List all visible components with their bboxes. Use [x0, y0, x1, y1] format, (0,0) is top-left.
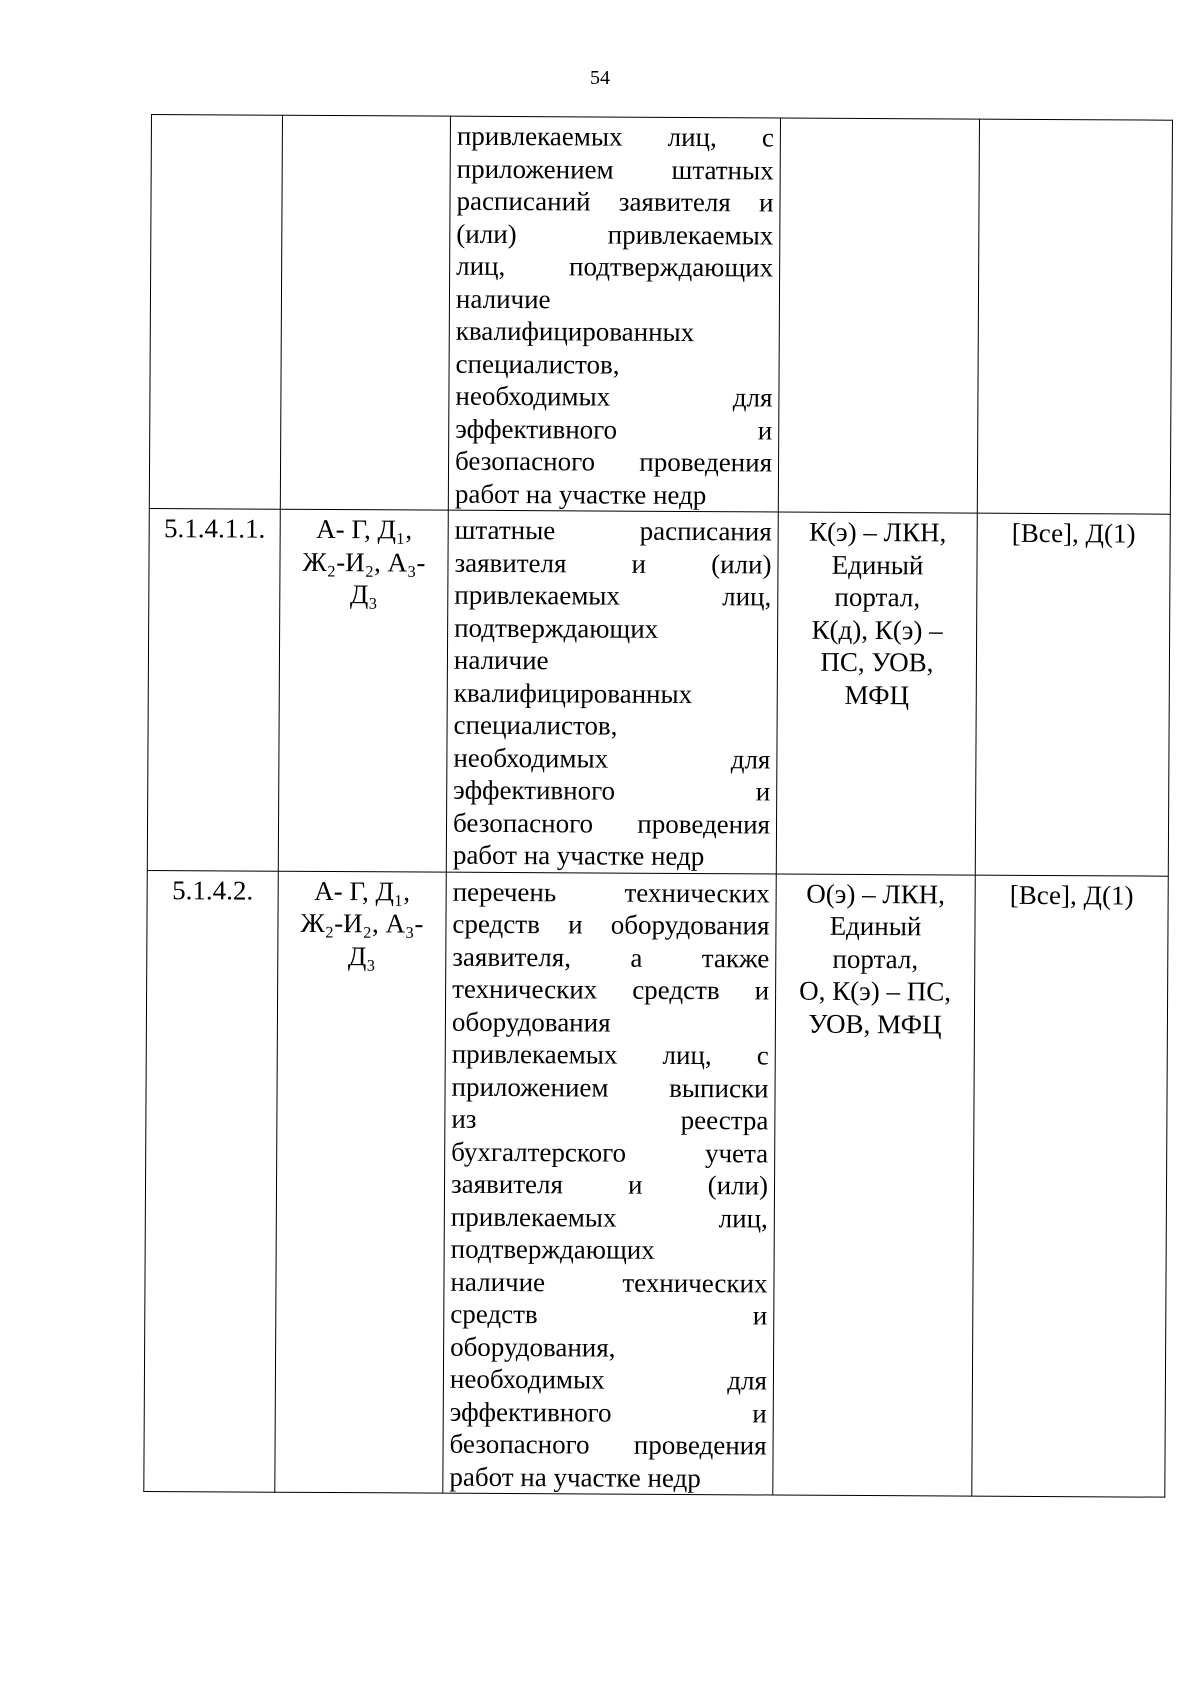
cell-text-line: приложением выписки: [451, 1071, 769, 1103]
cell-text-line: А- Г, Д₁,: [316, 513, 413, 545]
submission-method-cell: [776, 512, 977, 875]
cell-text-line: О, К(э) – ПС,: [799, 975, 952, 1007]
document-description-cell: [443, 872, 776, 1495]
cell-text-line: А- Г, Д₁,: [314, 875, 411, 906]
cell-text-line: квалифицированных: [455, 315, 695, 348]
reference-cell: [977, 119, 1172, 514]
row-number-cell: 5.1.4.1.1.: [147, 508, 280, 870]
cell-text-line: расписаний заявителя и: [456, 185, 774, 218]
cell-text-line: портал,: [832, 943, 919, 974]
cell-text-line: безопасного проведения: [454, 445, 773, 478]
document-description-cell: [448, 116, 780, 512]
cell-text-line: оборудования: [451, 1006, 611, 1038]
submission-method-cell: [778, 118, 979, 513]
cell-text-line: эффективного и: [453, 774, 771, 807]
cell-text-line: Ж₂-И₂, А₃-: [300, 907, 424, 939]
cell-text-line: работ на участке недр: [452, 839, 705, 872]
cell-text-line: заявителя, а также: [452, 941, 770, 973]
table-row: [149, 115, 1172, 515]
cell-text-line: эффективного и: [455, 413, 773, 445]
cell-text-line: Единый: [831, 549, 924, 580]
cell-text-line: оборудования,: [450, 1331, 616, 1363]
cell-text-line: средств и оборудования: [452, 908, 770, 941]
cell-text-line: портал,: [834, 581, 921, 613]
cell-text-line: необходимых для: [449, 1363, 768, 1396]
row-number-cell: 5.1.4.2.: [144, 870, 278, 1492]
cell-text-line: приложением штатных: [456, 153, 774, 185]
cell-text-line: эффективного и: [449, 1396, 767, 1428]
cell-text-line: МФЦ: [844, 679, 910, 710]
document-description-cell: [446, 510, 778, 873]
submission-method-cell: [773, 874, 975, 1497]
cell-text-line: из реестра: [451, 1103, 769, 1136]
cell-text-line: необходимых для: [453, 742, 771, 774]
page-number: 54: [590, 67, 610, 89]
cell-text-line: средств и: [450, 1298, 768, 1331]
cell-text-line: О(э) – ЛКН,: [806, 878, 946, 909]
cell-text-line: К(д), К(э) –: [811, 614, 943, 645]
cell-text-line: привлекаемых лиц, с: [451, 1038, 769, 1071]
categories-cell: [280, 115, 450, 510]
categories-cell: [278, 509, 448, 871]
table-row: [144, 870, 1168, 1497]
document-table: [143, 114, 1173, 1498]
cell-text-line: привлекаемых лиц,: [450, 1201, 768, 1233]
cell-text-line: Д₃: [349, 579, 378, 610]
cell-text-line: штатные расписания: [454, 514, 772, 547]
table-row: [147, 508, 1170, 875]
cell-text-line: технических средств и: [452, 973, 770, 1006]
cell-text-line: привлекаемых лиц,: [454, 579, 772, 612]
cell-text-line: наличие: [455, 283, 551, 314]
cell-text-line: Д₃: [347, 940, 376, 971]
cell-text-line: подтверждающих: [450, 1233, 655, 1265]
cell-text-line: (или) привлекаемых: [456, 218, 774, 250]
cell-text-line: Единый: [829, 910, 922, 942]
cell-text-line: безопасного проведения: [452, 807, 771, 839]
cell-text-line: заявителя и (или): [454, 547, 772, 579]
cell-text-line: бухгалтерского учета: [451, 1136, 769, 1168]
cell-text-line: специалистов,: [453, 709, 618, 741]
cell-text-line: ПС, УОВ,: [820, 646, 934, 678]
cell-text-line: безопасного проведения: [449, 1428, 767, 1461]
cell-text-line: квалифицированных: [453, 677, 693, 709]
cell-text-line: подтверждающих: [454, 612, 659, 644]
cell-text-line: УОВ, МФЦ: [808, 1008, 942, 1039]
categories-cell: [275, 871, 446, 1493]
reference-cell: [Все], Д(1): [972, 875, 1168, 1498]
cell-text-line: заявителя и (или): [450, 1168, 769, 1201]
cell-text-line: наличие технических: [450, 1266, 768, 1298]
cell-text-line: привлекаемых лиц, с: [456, 120, 774, 153]
cell-text-line: работ на участке недр: [449, 1461, 701, 1493]
cell-text-line: лиц, подтверждающих: [456, 250, 774, 283]
row-number-cell: [149, 115, 282, 510]
cell-text-line: специалистов,: [455, 348, 620, 380]
cell-text-line: наличие: [453, 644, 549, 676]
cell-text-line: работ на участке недр: [454, 478, 707, 510]
cell-text-line: К(э) – ЛКН,: [809, 516, 947, 548]
cell-text-line: необходимых для: [455, 380, 773, 413]
cell-text-line: перечень технических: [452, 876, 770, 908]
reference-cell: [Все], Д(1): [975, 513, 1170, 876]
cell-text-line: Ж₂-И₂, А₃-: [302, 546, 426, 578]
document-table-body: [144, 115, 1173, 1498]
